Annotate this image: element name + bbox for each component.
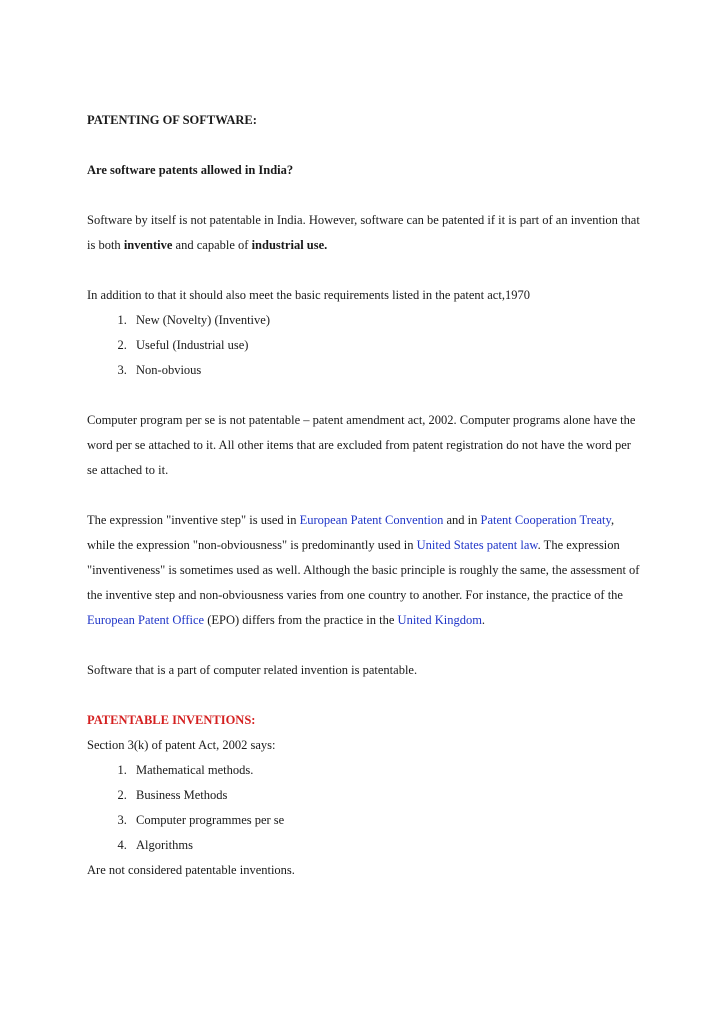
requirements-list [87, 308, 640, 383]
list-item: 3. Computer programmes per se [130, 808, 640, 833]
paragraph-basic-requirements: In addition to that it should also meet the basic requirements listed in the patent act,1970 [87, 288, 530, 302]
paragraph-software-patentability [87, 208, 640, 258]
para4-text-1: The expression "inventive step" is used in [87, 513, 300, 527]
question-heading: Are software patents allowed in India? [87, 163, 294, 177]
section-outro: Are not considered patentable inventions. [87, 863, 295, 877]
paragraph-computer-related-invention: Software that is a part of computer related invention is patentable. [87, 663, 418, 677]
section-intro: Section 3(k) of patent Act, 2002 says: [87, 738, 276, 752]
list-item: 3. Non-obvious [130, 358, 640, 383]
list-item: 1. New (Novelty) (Inventive) [130, 308, 640, 333]
list-item: 4. Algorithms [130, 833, 640, 858]
para4-text-2: and in [443, 513, 481, 527]
para1-bold-industrial-use: industrial use. [251, 238, 328, 252]
paragraph-inventive-step [87, 508, 640, 633]
para4-text-5: (EPO) differs from the practice in the [204, 613, 398, 627]
section-heading-patentable-inventions: PATENTABLE INVENTIONS: [87, 713, 256, 727]
para1-text-b: and capable of [172, 238, 252, 252]
para1-text-a: Software by itself is not patentable in India. However, software can be patented if it is part of an invention that is both [87, 213, 640, 252]
link-united-kingdom[interactable]: United Kingdom [397, 613, 482, 627]
link-european-patent-convention[interactable]: European Patent Convention [299, 513, 444, 527]
list-item: 2. Business Methods [130, 783, 640, 808]
link-european-patent-office[interactable]: European Patent Office [87, 613, 205, 627]
link-patent-cooperation-treaty[interactable]: Patent Cooperation Treaty [480, 513, 611, 527]
link-united-states-patent-law[interactable]: United States patent law [416, 538, 538, 552]
para4-text-4: . The expression "inventiveness" is sometimes used as well. Although the basic principle is roughly the same, the assessment of the inventive step and non-obviousness varies from one country to another. For instance, the practice of the [87, 538, 640, 602]
list-item: 1. Mathematical methods. [130, 758, 640, 783]
para4-text-6: . [481, 613, 486, 627]
exclusions-list [87, 758, 640, 858]
paragraph-per-se: Computer program per se is not patentable – patent amendment act, 2002. Computer programs alone have the word per se attached to it. All other items that are excluded from patent registration do not have the word per se attached to it. [87, 413, 636, 477]
document-title: PATENTING OF SOFTWARE: [87, 113, 257, 127]
list-item: 2. Useful (Industrial use) [130, 333, 640, 358]
para4-text-3: , while the expression "non-obviousness" is predominantly used in [87, 513, 615, 552]
para1-bold-inventive: inventive [123, 238, 173, 252]
